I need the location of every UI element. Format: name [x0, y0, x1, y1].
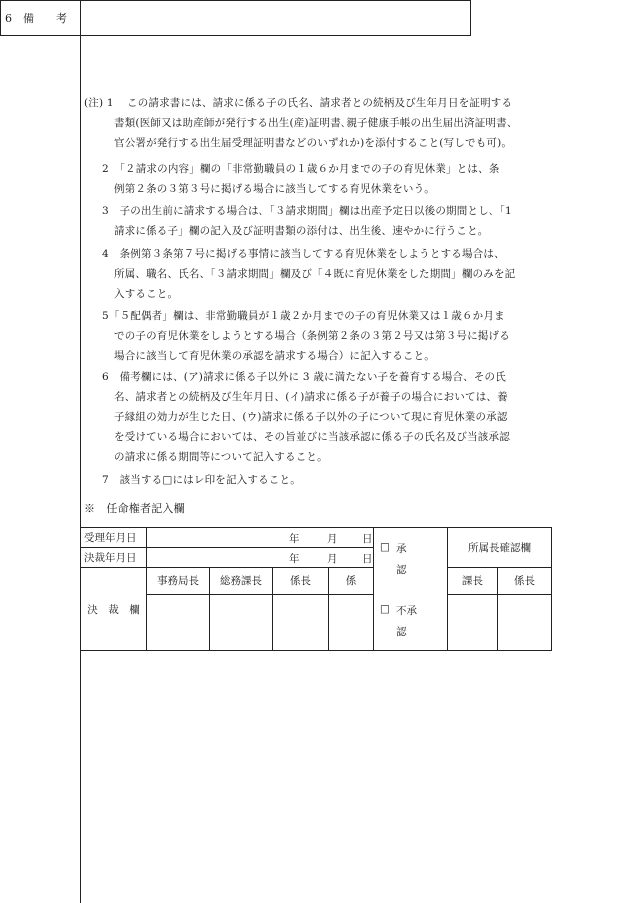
approval-table [80, 527, 552, 651]
note-line: 2 「２請求の内容」欄の「非常勤職員の１歳６か月までの子の育児休業」とは、条 [102, 163, 500, 175]
note-line: 書類(医師又は助産師が発行する出生(産)証明書､親子健康手帳の出生届出済証明書、 [114, 117, 518, 129]
note-line: この請求書には、請求に係る子の氏名、請求者との続柄及び生年月日を証明する [127, 97, 513, 109]
note-line: 官公署が発行する出生届受理証明書などのいずれか)を添付すること(写しでも可)。 [114, 137, 513, 149]
year-unit: 年 [289, 532, 300, 545]
day-unit: 日 [362, 532, 373, 545]
stamp-cell[interactable] [498, 594, 552, 650]
note-line: を受けている場合においては、その旨並びに当該承認に係る子の氏名及び当該承認 [114, 431, 510, 443]
note-line: の請求に係る期間等について記入すること。 [114, 451, 328, 463]
approve-label: 承 [396, 543, 407, 555]
stamp-cell[interactable] [329, 594, 374, 650]
reject-label: 不承 [396, 605, 417, 617]
note-line: 請求に係る子」欄の記入及び証明書類の添付は、出生後、速やかに行うこと。 [114, 225, 489, 237]
received-date-label: 受理年月日 [81, 528, 147, 548]
note-line: 入すること。 [114, 288, 179, 300]
month-unit: 月 [327, 532, 338, 545]
note-line: 4 条例第３条第７号に掲げる事情に該当してする育児休業をしようとする場合は、 [102, 248, 505, 260]
note-line: 例第２条の３第３号に掲げる場合に該当してする育児休業をいう。 [114, 183, 435, 195]
approval-choice-cell [374, 528, 448, 651]
note-line: 子縁組の効力が生じた日、(ウ)請求に係る子以外の子について現に育児休業の承認 [114, 411, 508, 423]
month-unit: 月 [327, 552, 338, 565]
stamp-cell[interactable] [273, 594, 329, 650]
stamp-cell[interactable] [210, 594, 273, 650]
approve-checkbox[interactable]: □ [380, 541, 390, 553]
received-date-field[interactable] [147, 528, 374, 548]
role-header: 係長 [273, 568, 329, 594]
note-line: 7 該当する□にはレ印を記入すること。 [102, 474, 301, 486]
note-line: 5「５配偶者」欄は、非常勤職員が１歳２か月までの子の育児休業又は１歳６か月ま [102, 310, 505, 322]
confirm-role-header: 係長 [498, 568, 552, 594]
decision-date-label: 決裁年月日 [81, 548, 147, 568]
reject-checkbox[interactable]: □ [380, 603, 390, 615]
note-line: 3 子の出生前に請求する場合は､「３請求期間」欄は出産予定日以後の期間とし､「1 [102, 205, 512, 217]
stamp-cell[interactable] [147, 594, 210, 650]
note-line: での子の育児休業をしようとする場合（条例第２条の３第２号又は第３号に掲げる [114, 330, 510, 342]
role-header: 係 [329, 568, 374, 594]
note-line: 名、請求者との続柄及び生年月日、(イ)請求に係る子が養子の場合においては、養 [114, 391, 508, 403]
remarks-divider [80, 0, 81, 903]
remarks-label: 6 備 考 [5, 12, 67, 25]
decision-label: 決 裁 欄 [81, 568, 147, 651]
manager-confirm-header: 所属長確認欄 [448, 528, 552, 568]
reject-label: 認 [396, 626, 407, 638]
notes-prefix: (注) 1 [84, 97, 114, 109]
confirm-role-header: 課長 [448, 568, 498, 594]
approve-label: 認 [396, 564, 407, 576]
role-header: 総務課長 [210, 568, 273, 594]
year-unit: 年 [289, 552, 300, 565]
note-line: 所属、職名、氏名、「３請求期間」欄及び「４既に育児休業をした期間」欄のみを記 [114, 268, 516, 280]
note-line: 6 備考欄には、(ア)請求に係る子以外に 3 歳に満たない子を養育する場合、その氏 [102, 371, 506, 383]
role-header: 事務局長 [147, 568, 210, 594]
remarks-box [0, 0, 471, 36]
day-unit: 日 [362, 552, 373, 565]
decision-date-field[interactable] [147, 548, 374, 568]
note-line: 場合に該当して育児休業の承認を請求する場合）に記入すること。 [114, 350, 435, 362]
appointing-section-title: ※ 任命権者記入欄 [84, 502, 185, 515]
stamp-cell[interactable] [448, 594, 498, 650]
